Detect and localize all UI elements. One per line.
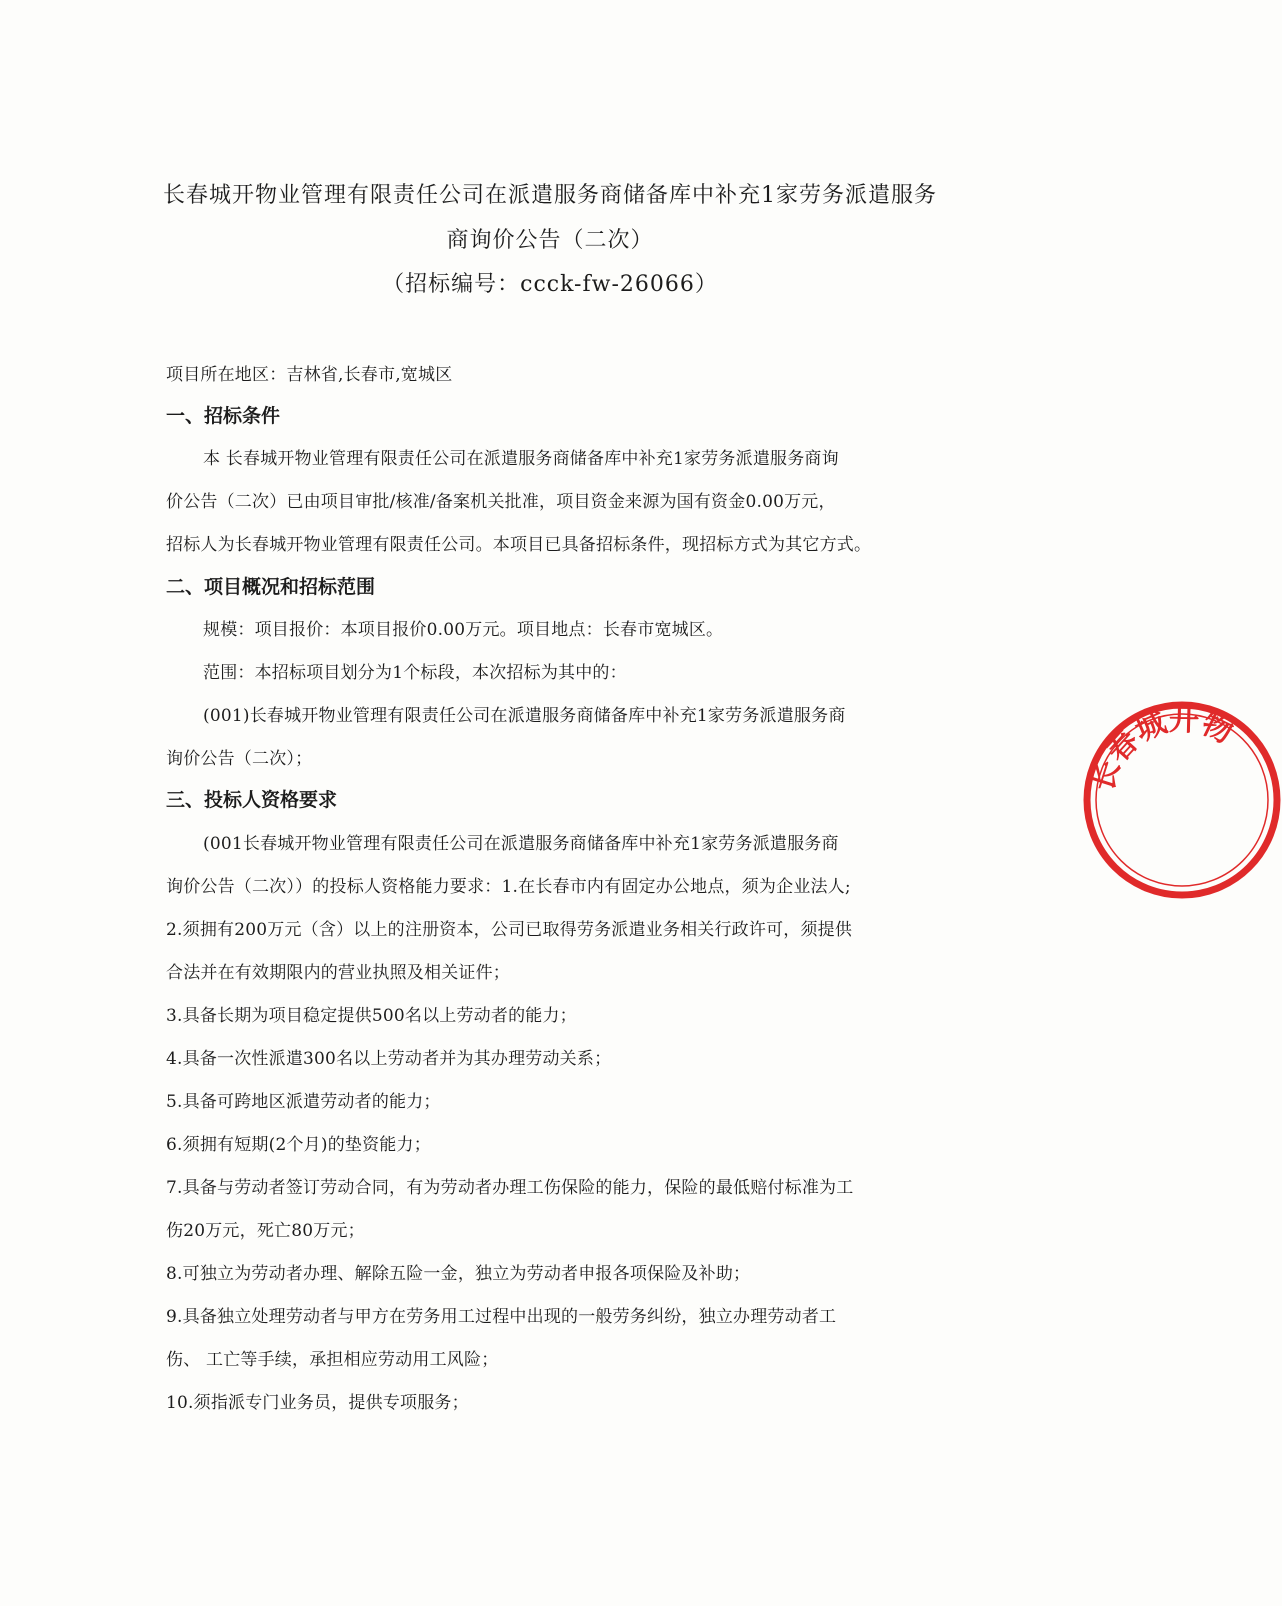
section-1-line: 价公告（二次）已由项目审批/核准/备案机关批准，项目资金来源为国有资金0.00万元， <box>166 492 836 512</box>
section-3-line: 6.须拥有短期(2个月)的垫资能力； <box>166 1135 431 1155</box>
svg-text:长春城开物: 长春城开物 <box>1085 702 1239 796</box>
section-3-line: 伤20万元，死亡80万元； <box>166 1221 365 1241</box>
section-3-line: 合法并在有效期限内的营业执照及相关证件； <box>166 963 510 983</box>
company-seal-icon <box>1082 700 1282 900</box>
section-2-heading: 二、项目概况和招标范围 <box>166 576 376 598</box>
section-3-line: 8.可独立为劳动者办理、解除五险一金，独立为劳动者申报各项保险及补助； <box>166 1264 751 1284</box>
section-1-line: 本 长春城开物业管理有限责任公司在派遣服务商储备库中补充1家劳务派遣服务商询 <box>203 449 839 469</box>
section-3-line: 9.具备独立处理劳动者与甲方在劳务用工过程中出现的一般劳务纠纷，独立办理劳动者工 <box>166 1307 837 1327</box>
section-3-line: 7.具备与劳动者签订劳动合同，有为劳动者办理工伤保险的能力，保险的最低赔付标准为工 <box>166 1178 854 1198</box>
document-title-line-2: 商询价公告（二次） <box>446 228 654 253</box>
project-region: 项目所在地区：吉林省,长春市,宽城区 <box>166 365 453 385</box>
document-title-line-1: 长春城开物业管理有限责任公司在派遣服务商储备库中补充1家劳务派遣服务 <box>163 183 937 208</box>
section-3-line: 询价公告（二次））的投标人资格能力要求：1.在长春市内有固定办公地点，须为企业法人; <box>166 877 851 897</box>
section-3-line: 4.具备一次性派遣300名以上劳动者并为其办理劳动关系； <box>166 1049 612 1069</box>
section-2-line: 询价公告（二次）； <box>166 749 313 769</box>
section-2-line: 规模：项目报价：本项目报价0.00万元。项目地点：长春市宽城区。 <box>203 620 724 640</box>
section-3-line: 10.须指派专门业务员，提供专项服务； <box>166 1393 469 1413</box>
section-2-line: (001)长春城开物业管理有限责任公司在派遣服务商储备库中补充1家劳务派遣服务商 <box>203 706 846 726</box>
tender-code: （招标编号：ccck-fw-26066） <box>382 272 718 297</box>
section-3-line: 伤、 工亡等手续，承担相应劳动用工风险； <box>166 1350 499 1370</box>
section-3-heading: 三、投标人资格要求 <box>166 789 338 811</box>
section-2-line: 范围：本招标项目划分为1个标段，本次招标为其中的： <box>203 663 627 683</box>
section-3-line: (001长春城开物业管理有限责任公司在派遣服务商储备库中补充1家劳务派遣服务商 <box>203 834 839 854</box>
section-1-heading: 一、招标条件 <box>166 405 281 427</box>
section-1-line: 招标人为长春城开物业管理有限责任公司。本项目已具备招标条件，现招标方式为其它方式。 <box>166 535 872 555</box>
section-3-line: 5.具备可跨地区派遣劳动者的能力； <box>166 1092 441 1112</box>
section-3-line: 2.须拥有200万元（含）以上的注册资本，公司已取得劳务派遣业务相关行政许可，须提供 <box>166 920 853 940</box>
section-3-line: 3.具备长期为项目稳定提供500名以上劳动者的能力； <box>166 1006 577 1026</box>
